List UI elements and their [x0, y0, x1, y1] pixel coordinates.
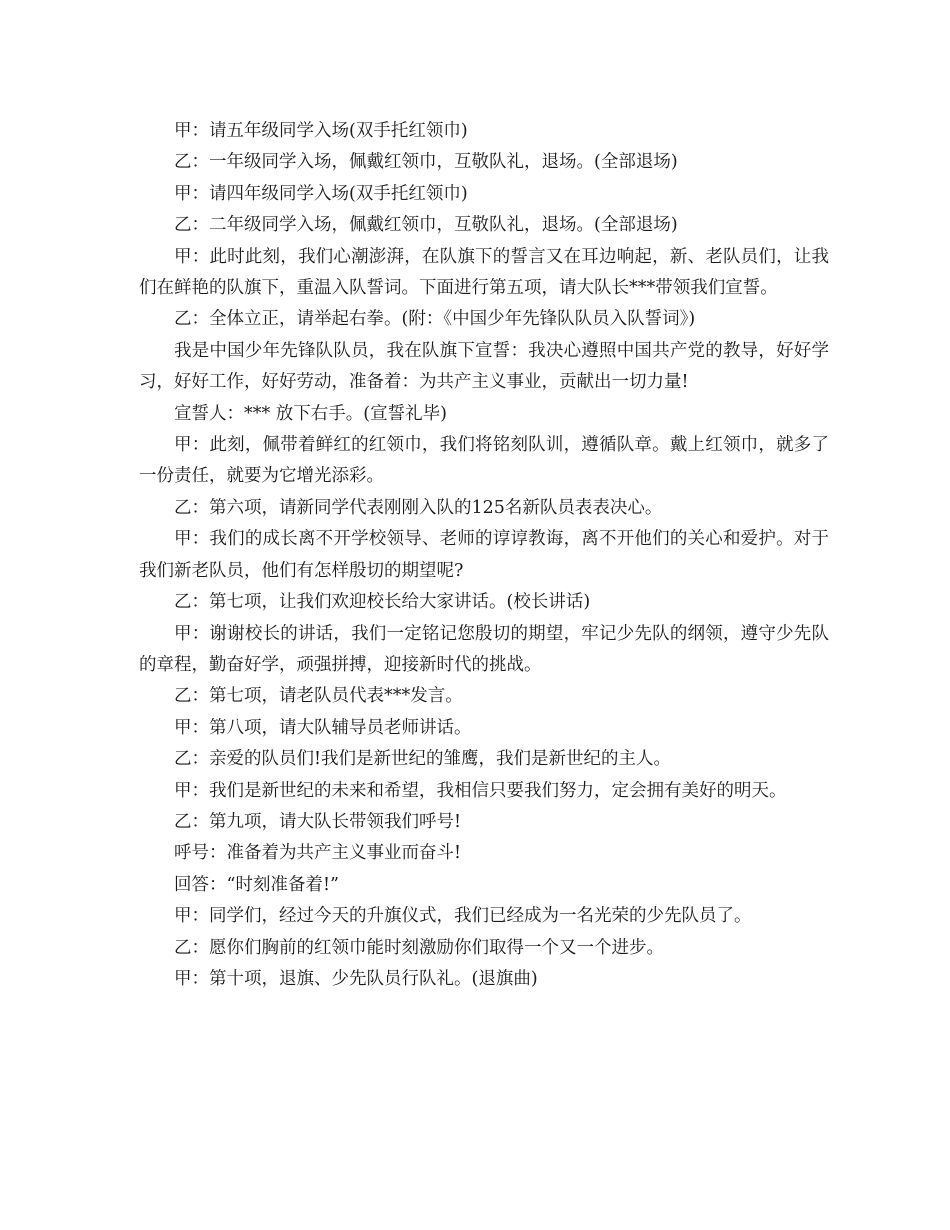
- oath-paragraph: 我是中国少年先锋队队员，我在队旗下宣誓：我决心遵照中国共产党的教导，好好学习，好好工作，好好劳动，准备着：为共产主义事业，贡献出一切力量!: [139, 340, 829, 393]
- paragraph: 乙：第九项，请大队长带领我们呼号!: [174, 811, 462, 832]
- paragraph: 乙：愿你们胸前的红领巾能时刻激励你们取得一个又一个进步。: [174, 937, 664, 958]
- paragraph: 甲：同学们，经过今天的升旗仪式，我们已经成为一名光荣的少先队员了。: [174, 906, 752, 927]
- paragraph: 回答：“时刻准备着!”: [174, 874, 339, 895]
- paragraph: 乙：全体立正，请举起右拳。(附：《中国少年先锋队队员入队誓词》): [174, 309, 696, 330]
- paragraph: 甲：第八项，请大队辅导员老师讲话。: [174, 717, 472, 738]
- paragraph: 甲：我们是新世纪的未来和希望，我相信只要我们努力，定会拥有美好的明天。: [174, 780, 787, 801]
- paragraph: 乙：一年级同学入场，佩戴红领巾，互敬队礼，退场。(全部退场): [174, 152, 678, 173]
- paragraph: 乙：第七项，让我们欢迎校长给大家讲话。(校长讲话): [174, 592, 591, 613]
- paragraph: 甲：我们的成长离不开学校领导、老师的谆谆教诲，离不开他们的关心和爱护。对于我们新老队员，他们有怎样殷切的期望呢?: [139, 529, 829, 581]
- paragraph: 甲：请四年级同学入场(双手托红领巾): [174, 183, 468, 204]
- paragraph: 宣誓人：*** 放下右手。(宣誓礼毕): [174, 403, 447, 424]
- paragraph: 甲：此刻，佩带着鲜红的红领巾，我们将铭刻队训，遵循队章。戴上红领巾，就多了一份责任，就要为它增光添彩。: [139, 435, 829, 487]
- paragraph: 甲：此时此刻，我们心潮澎湃，在队旗下的誓言又在耳边响起，新、老队员们，让我们在鲜艳的队旗下，重温入队誓词。下面进行第五项，请大队长***带领我们宣誓。: [139, 246, 829, 299]
- paragraph: 乙：亲爱的队员们!我们是新世纪的雏鹰，我们是新世纪的主人。: [174, 749, 672, 770]
- paragraph: 甲：谢谢校长的讲话，我们一定铭记您殷切的期望，牢记少先队的纲领，遵守少先队的章程，勤奋好学，顽强拼搏，迎接新时代的挑战。: [139, 623, 829, 675]
- paragraph: 乙：第七项，请老队员代表***发言。: [174, 686, 463, 707]
- paragraph: 乙：二年级同学入场，佩戴红领巾，互敬队礼，退场。(全部退场): [174, 215, 678, 236]
- paragraph: 呼号：准备着为共产主义事业而奋斗!: [174, 843, 462, 864]
- paragraph: 甲：第十项，退旗、少先队员行队礼。(退旗曲): [174, 968, 538, 989]
- paragraph: 乙：第六项，请新同学代表刚刚入队的125名新队员表表决心。: [174, 497, 663, 518]
- document-body: [139, 116, 829, 995]
- paragraph: 甲：请五年级同学入场(双手托红领巾): [174, 121, 468, 141]
